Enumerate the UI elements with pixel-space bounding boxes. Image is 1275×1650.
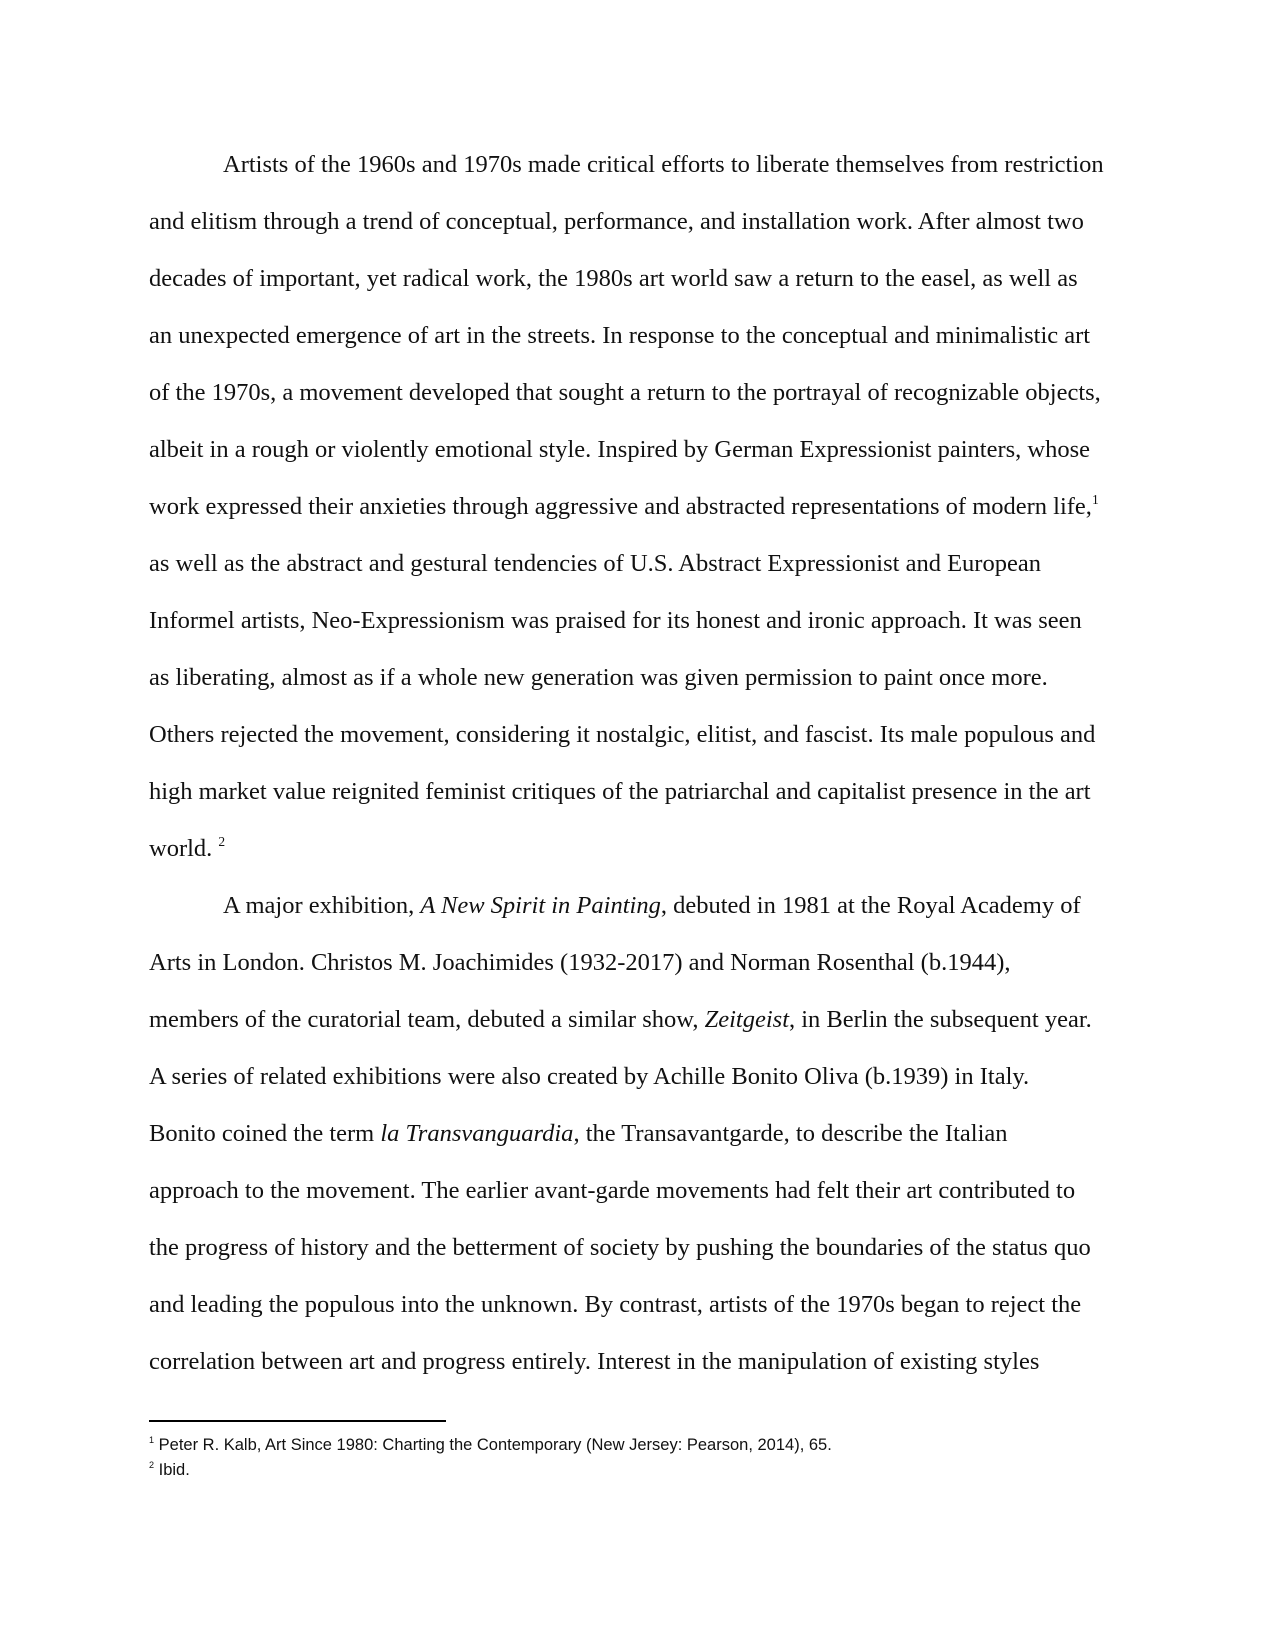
footnote-separator: [149, 1420, 446, 1422]
text-line: [223, 891, 1081, 921]
text-line: [149, 1005, 1092, 1035]
text-line: [149, 606, 1082, 636]
text-segment: members of the curatorial team, debuted a similar show,: [149, 1006, 705, 1033]
text-segment: , debuted in 1981 at the Royal Academy of: [660, 892, 1081, 919]
text-line: [149, 1233, 1091, 1263]
text-line: [223, 150, 1104, 180]
text-line: [149, 207, 1084, 237]
text-line: [149, 549, 1041, 579]
text-line: [149, 492, 1099, 522]
text-line: [149, 1290, 1081, 1320]
text-segment: , in Berlin the subsequent year.: [789, 1006, 1092, 1033]
text-line: [149, 435, 1090, 465]
text-segment: and leading the populous into the unknown. By contrast, artists of the 1970s began to reject the: [149, 1291, 1082, 1318]
text-segment: correlation between art and progress entirely. Interest in the manipulation of existing styles: [149, 1348, 1040, 1375]
text-line: [149, 1062, 1029, 1092]
text-line: [149, 834, 225, 864]
text-line: [149, 378, 1101, 408]
text-line: [149, 1347, 1039, 1377]
text-line: [149, 1176, 1075, 1206]
footnote-reference: 2: [218, 833, 226, 849]
text-segment: as well as the abstract and gestural tendencies of U.S. Abstract Expressionist and European: [149, 550, 1041, 577]
text-line: [149, 777, 1091, 807]
text-segment: and elitism through a trend of conceptual, performance, and installation work. After almost two: [149, 208, 1084, 235]
text-segment: decades of important, yet radical work, the 1980s art world saw a return to the easel, as well as: [149, 265, 1078, 292]
text-segment: an unexpected emergence of art in the streets. In response to the conceptual and minimalistic art: [149, 322, 1091, 349]
text-line: [149, 948, 1010, 978]
footnote-text: Ibid.: [154, 1461, 190, 1479]
text-segment: high market value reignited feminist critiques of the patriarchal and capitalist presence in the art: [149, 778, 1091, 805]
text-line: [149, 264, 1078, 294]
text-segment: albeit in a rough or violently emotional style. Inspired by German Expressionist painters, whose: [149, 436, 1091, 463]
text-segment: work expressed their anxieties through aggressive and abstracted representations of modern life,: [149, 493, 1092, 520]
footnote-text: Peter R. Kalb, Art Since 1980: Charting the Contemporary (New Jersey: Pearson, 2014), 65.: [154, 1436, 832, 1454]
text-segment: Bonito coined the term: [149, 1120, 381, 1147]
text-segment: approach to the movement. The earlier avant-garde movements had felt their art contributed to: [149, 1177, 1076, 1204]
italic-title: Zeitgeist: [704, 1006, 789, 1033]
footnote: [149, 1434, 832, 1456]
text-segment: Informel artists, Neo-Expressionism was praised for its honest and ironic approach. It was seen: [149, 607, 1082, 634]
text-segment: of the 1970s, a movement developed that sought a return to the portrayal of recognizable objects,: [149, 379, 1101, 406]
text-line: [149, 663, 1048, 693]
text-segment: A major exhibition,: [223, 892, 421, 919]
footnote-number: 1: [149, 1435, 155, 1446]
text-segment: Artists of the 1960s and 1970s made critical efforts to liberate themselves from restriction: [223, 151, 1104, 178]
text-segment: Others rejected the movement, considering it nostalgic, elitist, and fascist. Its male populous and: [149, 721, 1096, 748]
text-segment: A series of related exhibitions were also created by Achille Bonito Oliva (b.1939) in Italy.: [149, 1063, 1030, 1090]
text-segment: , the Transavantgarde, to describe the Italian: [573, 1120, 1008, 1147]
footnote: [149, 1459, 190, 1481]
footnote-number: 2: [149, 1460, 155, 1471]
italic-title: la Transvanguardia: [380, 1120, 574, 1147]
footnote-reference: 1: [1091, 491, 1099, 507]
text-segment: as liberating, almost as if a whole new generation was given permission to paint once more.: [149, 664, 1048, 691]
text-segment: Arts in London. Christos M. Joachimides (1932-2017) and Norman Rosenthal (b.1944),: [149, 949, 1011, 976]
text-segment: the progress of history and the betterment of society by pushing the boundaries of the status quo: [149, 1234, 1091, 1261]
text-line: [149, 720, 1095, 750]
text-line: [149, 321, 1090, 351]
text-line: [149, 1119, 1008, 1149]
italic-title: A New Spirit in Painting: [420, 892, 661, 919]
text-segment: world.: [149, 835, 219, 862]
